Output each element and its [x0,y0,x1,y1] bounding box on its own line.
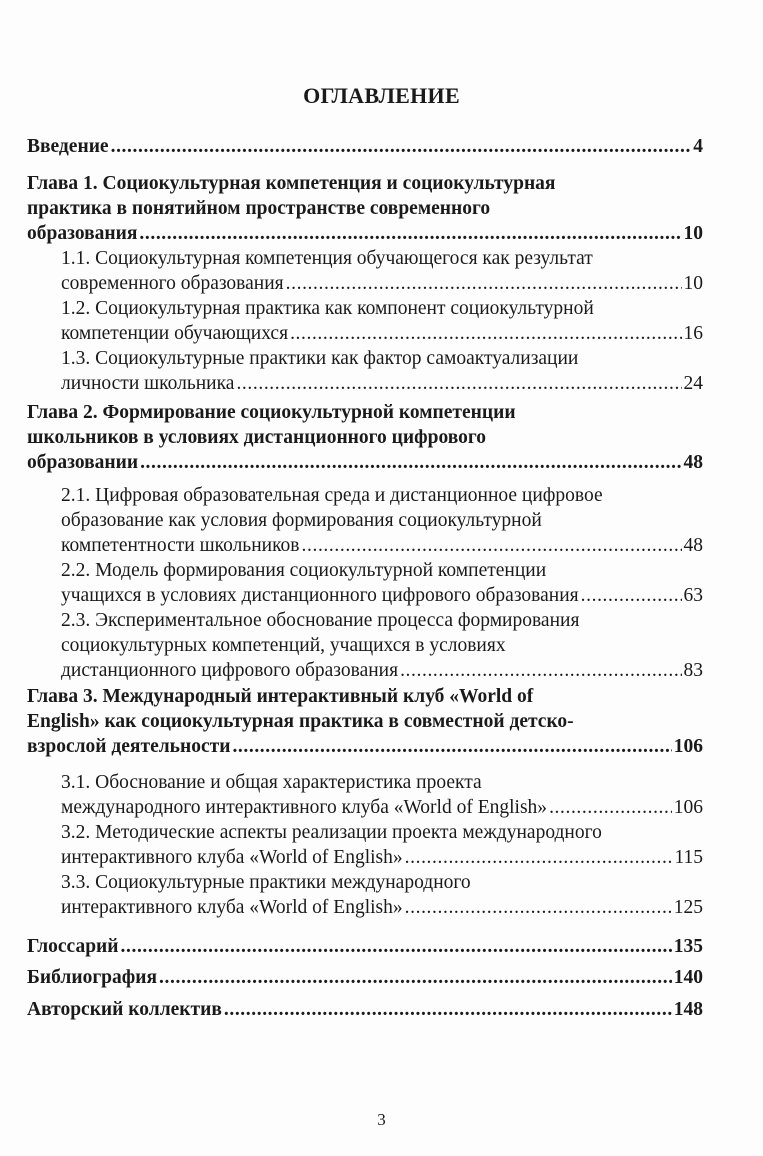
toc-entry [27,934,703,959]
toc-section-entry [61,770,703,820]
entry-last-line [27,221,703,246]
dot-leader [400,658,681,683]
entry-title-line: практика в понятийном пространстве современного [27,198,491,219]
entry-title-line: Библиография [27,967,158,988]
entry-title-line: образование как условия формирования социокультурной [61,510,542,531]
toc-section-entry [61,296,703,346]
toc-section-entry [61,608,703,683]
dot-leader [581,583,682,608]
entry-page-number: 115 [674,847,703,868]
entry-title-line: социокультурных компетенций, учащихся в условиях [61,635,506,656]
entry-last-line [61,321,703,346]
entry-page-number: 48 [683,535,703,556]
dot-leader [111,134,692,159]
entry-title-line: 3.3. Социокультурные практики международного [61,872,471,893]
entry-title-line: учащихся в условиях дистанционного цифрового образования [61,585,579,606]
entry-title-line: интерактивного клуба «World of English» [61,847,403,868]
entry-last-line [61,845,703,870]
entry-last-line [61,658,703,683]
entry-title-line: дистанционного цифрового образования [61,660,399,681]
entry-page-number: 83 [683,660,703,681]
dot-leader [224,997,672,1022]
entry-title-line: 3.2. Методические аспекты реализации проекта международного [61,822,602,843]
entry-title-line: интерактивного клуба «World of English» [61,897,403,918]
dot-leader [290,321,681,346]
entry-title-line: 1.3. Социокультурные практики как фактор самоактуализации [61,348,579,369]
entry-page-number: 4 [693,136,703,157]
entry-last-line [27,134,703,159]
entry-last-line [27,934,703,959]
entry-last-line [27,997,703,1022]
entry-page-number: 24 [683,373,703,394]
entry-title-line: международного интерактивного клуба «World of English» [61,797,548,818]
entry-page-number: 16 [683,323,703,344]
entry-page-number: 10 [683,273,703,294]
entry-title-line: English» как социокультурная практика в совместной детско- [27,711,574,732]
entry-title-line: 2.2. Модель формирования социокультурной компетенции [61,560,547,581]
entry-title-line: образовании [27,452,139,473]
toc-entry [27,965,703,990]
entry-last-line [61,895,703,920]
entry-page-number: 106 [673,736,703,757]
entry-title-line: 3.1. Обоснование и общая характеристика проекта [61,772,482,793]
toc-title: ОГЛАВЛЕНИЕ [303,83,460,108]
entry-last-line [61,795,703,820]
dot-leader [405,895,672,920]
entry-title-line: Глоссарий [27,936,119,957]
dot-leader [405,845,673,870]
entry-title-line: Авторский коллектив [27,999,222,1020]
dot-leader [159,965,672,990]
entry-title-line: компетентности школьников [61,535,300,556]
entry-title-line: школьников в условиях дистанционного цифрового [27,427,486,448]
toc-chapter-entry [27,400,703,475]
toc-entry [27,134,703,159]
entry-page-number: 48 [683,452,703,473]
entry-page-number: 135 [673,936,703,957]
entry-page-number: 140 [673,967,703,988]
entry-title-line: 1.1. Социокультурная компетенция обучающегося как результат [61,248,593,269]
entry-page-number: 63 [683,585,703,606]
dot-leader [549,795,672,820]
dot-leader [139,221,681,246]
toc-chapter-entry [27,684,703,759]
toc-section-entry [61,346,703,396]
entry-page-number: 125 [673,897,703,918]
entry-last-line [61,371,703,396]
entry-title-line: 2.1. Цифровая образовательная среда и дистанционное цифровое [61,485,603,506]
page-number: 3 [377,1110,386,1129]
dot-leader [232,734,671,759]
entry-last-line [61,583,703,608]
toc-section-entry [61,483,703,558]
toc-section-entry [61,870,703,920]
dot-leader [302,533,682,558]
toc-entry [27,997,703,1022]
entry-title-line: современного образования [61,273,284,294]
entry-title-line: 2.3. Экспериментальное обоснование процесса формирования [61,610,580,631]
entry-page-number: 106 [673,797,703,818]
toc-section-entry [61,246,703,296]
entry-last-line [61,533,703,558]
entry-page-number: 10 [683,223,703,244]
entry-title-line: образования [27,223,138,244]
dot-leader [121,934,672,959]
entry-last-line [27,450,703,475]
entry-title-line: личности школьника [61,373,235,394]
entry-title-line: взрослой деятельности [27,736,231,757]
entry-title-line: Глава 2. Формирование социокультурной компетенции [27,402,516,423]
entry-page-number: 148 [673,999,703,1020]
toc-section-entry [61,558,703,608]
dot-leader [140,450,681,475]
entry-title-line: Глава 3. Международный интерактивный клуб «World of [27,686,534,707]
entry-title-line: Глава 1. Социокультурная компетенция и социокультурная [27,173,556,194]
entry-last-line [27,734,703,759]
entry-last-line [61,271,703,296]
dot-leader [286,271,682,296]
dot-leader [236,371,681,396]
entry-title-line: Введение [27,136,109,157]
toc-section-entry [61,820,703,870]
toc-chapter-entry [27,171,703,246]
entry-title-line: компетенции обучающихся [61,323,289,344]
entry-title-line: 1.2. Социокультурная практика как компонент социокультурной [61,298,594,319]
entry-last-line [27,965,703,990]
